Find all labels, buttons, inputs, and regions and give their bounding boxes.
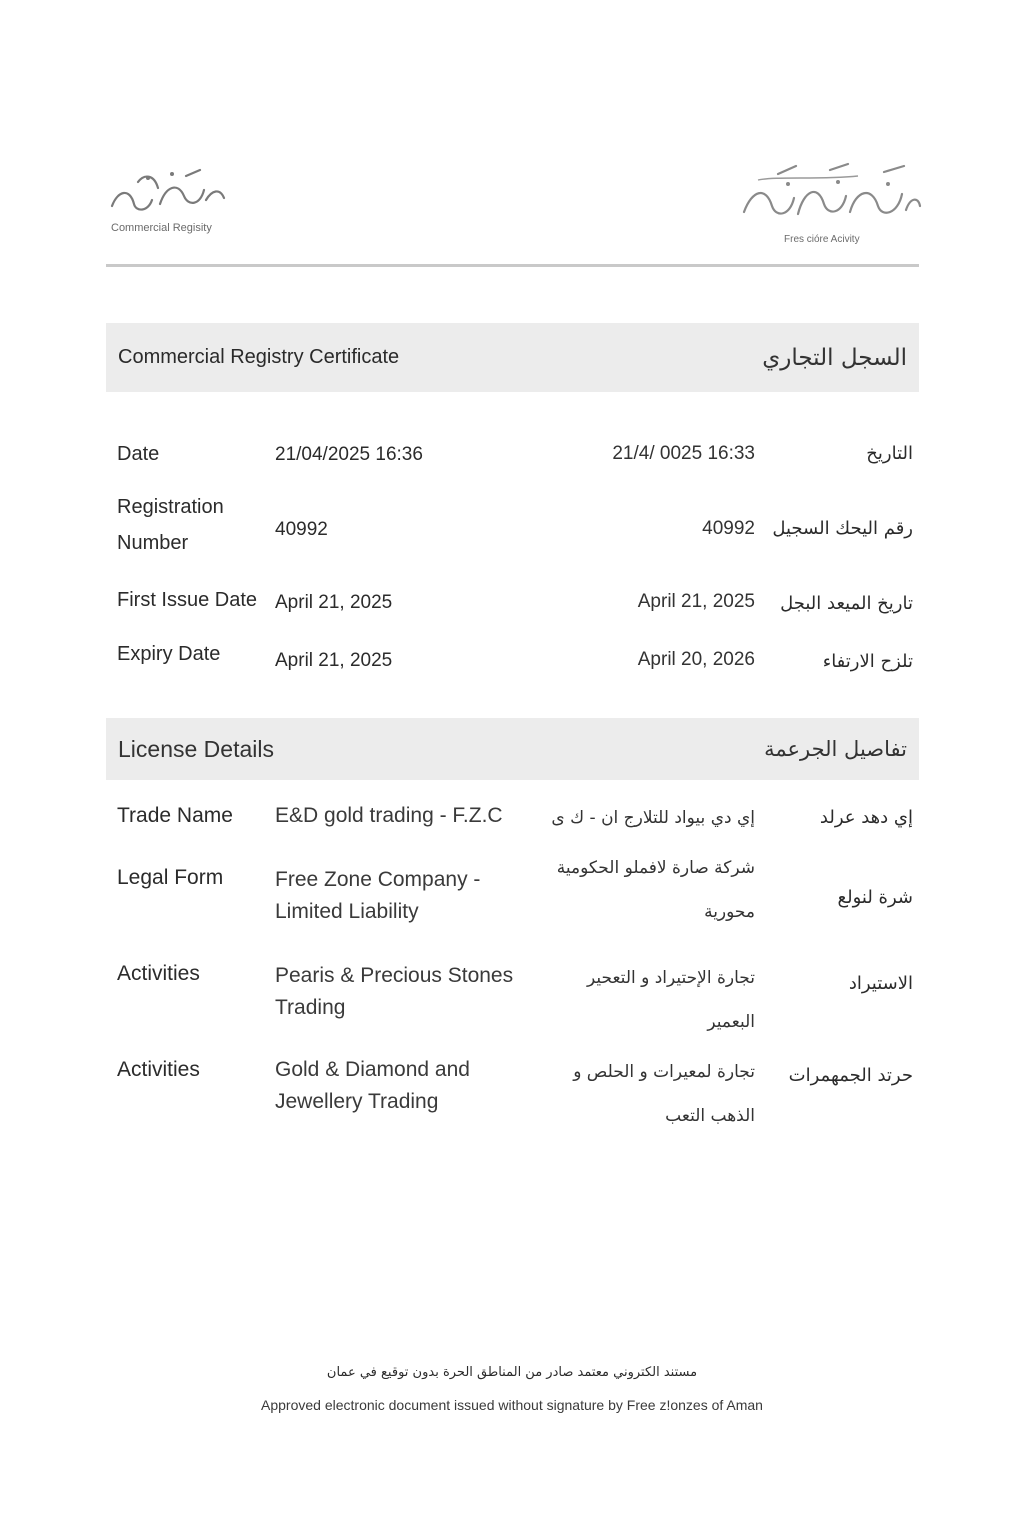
field-label-ar: حرتد الجمهمرات [788,1065,913,1086]
field-value-en: April 21, 2025 [275,650,393,671]
field-label-ar: تاريخ الميعد البجل [780,593,913,614]
field-value-en: Pearis & Precious Stones Trading [275,964,514,1019]
free-zone-logo [738,160,924,245]
field-value-ar: شركة صارة لافملو الحكومية محورية [556,858,755,922]
certificate-title-band [106,323,919,392]
field-label: Legal Form [117,866,224,889]
field-value-en: Gold & Diamond and Jewellery Trading [275,1058,470,1113]
field-value-ar: April 21, 2025 [637,591,755,612]
field-value-en: 21/04/2025 16:36 [275,444,423,465]
field-value-ar: 40992 [702,518,755,539]
field-value-en: 40992 [275,519,328,540]
certificate-title-en: Commercial Registry Certificate [118,346,400,368]
license-title-en: License Details [118,735,274,762]
license-title-band [106,718,919,780]
field-label-ar: رقم اليحك السجيل [772,518,913,539]
field-label: Registration Number [117,496,224,554]
right-logo-caption: Fres cióre Acivity [784,234,860,245]
field-label: First Issue Date [117,589,258,611]
left-logo-caption: Commercial Regisity [111,222,212,234]
certificate-title-ar: السجل التجاري [762,344,907,371]
calligraphy-emblem-left [108,160,228,220]
field-label-ar: شرة لنولع [837,887,913,908]
field-value-ar: إي دي بيواد للتلارج ان - ك ى [551,808,755,828]
footer-note-en: Approved electronic document issued without signature by Free z!onzes of Aman [261,1397,763,1413]
field-value-ar: 21/4/ 0025 16:33 [612,443,755,464]
field-label-ar: تلزح الارتفاء [822,651,913,672]
field-label-ar: الاستيراد [848,973,913,994]
calligraphy-emblem-right [738,160,924,232]
field-label: Date [117,443,160,465]
field-label: Trade Name [117,804,233,827]
field-label-ar: التاريخ [866,443,913,464]
field-value-ar: تجارة لمعيرات و الحلص و الذهب التعب [573,1062,755,1126]
field-value-en: April 21, 2025 [275,592,393,613]
commercial-registry-logo [108,160,238,234]
header-divider [106,264,919,267]
footer-note-ar: مستند الكتروني معتمد صادر من المناطق الحرة بدون توقيع في عمان [326,1365,698,1380]
field-value-en: E&D gold trading - F.Z.C [275,804,503,827]
field-label: Activities [117,962,200,985]
field-label-ar: إي دهد عرلد [819,807,913,828]
license-title-ar: تفاصيل الجرعمة [764,737,907,761]
field-value-ar: April 20, 2026 [637,649,755,670]
field-value-en: Free Zone Company - Limited Liability [275,868,481,923]
field-value-ar: تجارة الإحتيراد و التعحير البعمير [587,968,755,1032]
field-label: Activities [117,1058,200,1081]
field-label: Expiry Date [117,643,221,665]
